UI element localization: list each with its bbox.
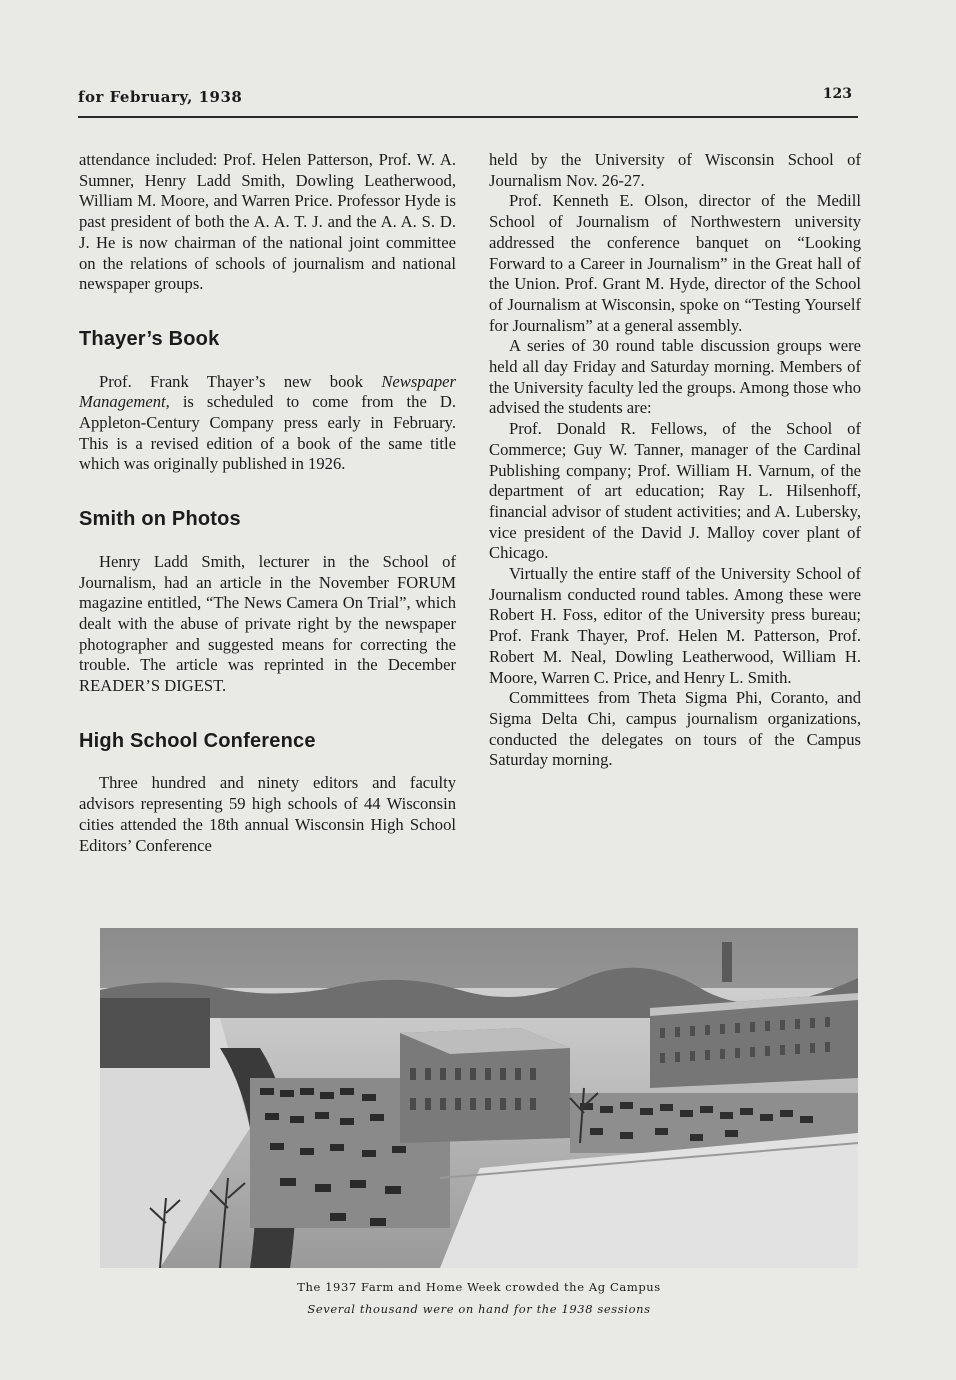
intro-paragraph: attendance included: Prof. Helen Patterson, Prof. W. A. Sumner, Henry Ladd Smith, Dowling Leatherwood, William M. Moore, and Warren Price. Professor Hyde is past president of both the A. A. T. J. and the A. A. S. D. J. He is now chairman of the national joint committee on the relations of schools of journalism and national newspaper groups. — [79, 150, 456, 294]
right-paragraph-4: Prof. Donald R. Fellows, of the School of Commerce; Guy W. Tanner, manager of the Cardinal Publishing company; Prof. William H. Varnum, of the department of art education; Ray L. Hilsenhoff, financial advisor of student activities; and A. Lubersky, vice president of the David J. Malloy cover plant of Chicago. — [489, 419, 861, 563]
right-paragraph-1: held by the University of Wisconsin School of Journalism Nov. 26-27. — [489, 150, 861, 190]
running-header — [78, 88, 852, 114]
page-number: 123 — [822, 86, 852, 102]
thayers-book-text-after: is scheduled to come from the D. Appleton-Century Company press early in February. This is a revised edition of a book of the same title which was originally published in 1926. — [79, 392, 456, 474]
right-paragraph-3: A series of 30 round table discussion groups were held all day Friday and Saturday morning. Members of the University faculty led the groups. Among those who advised the students are: — [489, 336, 861, 418]
photo-subcaption: Several thousand were on hand for the 1938 sessions — [307, 1302, 651, 1316]
right-paragraph-6: Committees from Theta Sigma Phi, Coranto, and Sigma Delta Chi, campus journalism organizations, conducted the delegates on tours of the Campus Saturday morning. — [489, 688, 861, 770]
smith-on-photos-paragraph: Henry Ladd Smith, lecturer in the School of Journalism, had an article in the November FORUM magazine entitled, “The News Camera On Trial”, which dealt with the abuse of private right by the newspaper photographer and suggested means for correcting the trouble. The article was reprinted in the December READER’S DIGEST. — [79, 551, 456, 696]
right-paragraph-2: Prof. Kenneth E. Olson, director of the Medill School of Journalism of Northwestern university addressed the conference banquet on “Looking Forward to a Career in Journalism” in the Great hall of the Union. Prof. Grant M. Hyde, director of the School of Journalism at Wisconsin, spoke on “Testing Yourself for Journalism” at a general assembly. — [489, 191, 861, 335]
book-title: Newspaper Management, — [79, 371, 456, 412]
header-rule — [78, 116, 858, 118]
campus-photo-illustration — [100, 928, 858, 1268]
issue-date: for February, 1938 — [78, 88, 243, 106]
thayers-book-text-before: Prof. Frank Thayer’s new book — [99, 371, 382, 391]
section-heading-thayers-book: Thayer’s Book — [79, 327, 220, 350]
left-column — [79, 150, 456, 856]
section-heading-smith-on-photos: Smith on Photos — [79, 508, 241, 531]
photo-caption: The 1937 Farm and Home Week crowded the Ag Campus — [297, 1280, 661, 1294]
right-column — [489, 150, 861, 771]
thayers-book-paragraph — [79, 372, 456, 476]
conference-paragraph: Three hundred and ninety editors and faculty advisors representing 59 high schools of 44 Wisconsin cities attended the 18th annual Wisconsin High School Editors’ Conference — [79, 773, 456, 855]
section-heading-high-school-conference: High School Conference — [79, 729, 316, 752]
campus-photo — [100, 928, 858, 1268]
right-paragraph-5: Virtually the entire staff of the University School of Journalism conducted round tables. Among these were Robert H. Foss, editor of the University press bureau; Prof. Frank Thayer, Prof. Helen M. Patterson, Prof. Robert M. Neal, Dowling Leatherwood, William H. Moore, Warren C. Price, and Henry L. Smith. — [489, 564, 861, 687]
